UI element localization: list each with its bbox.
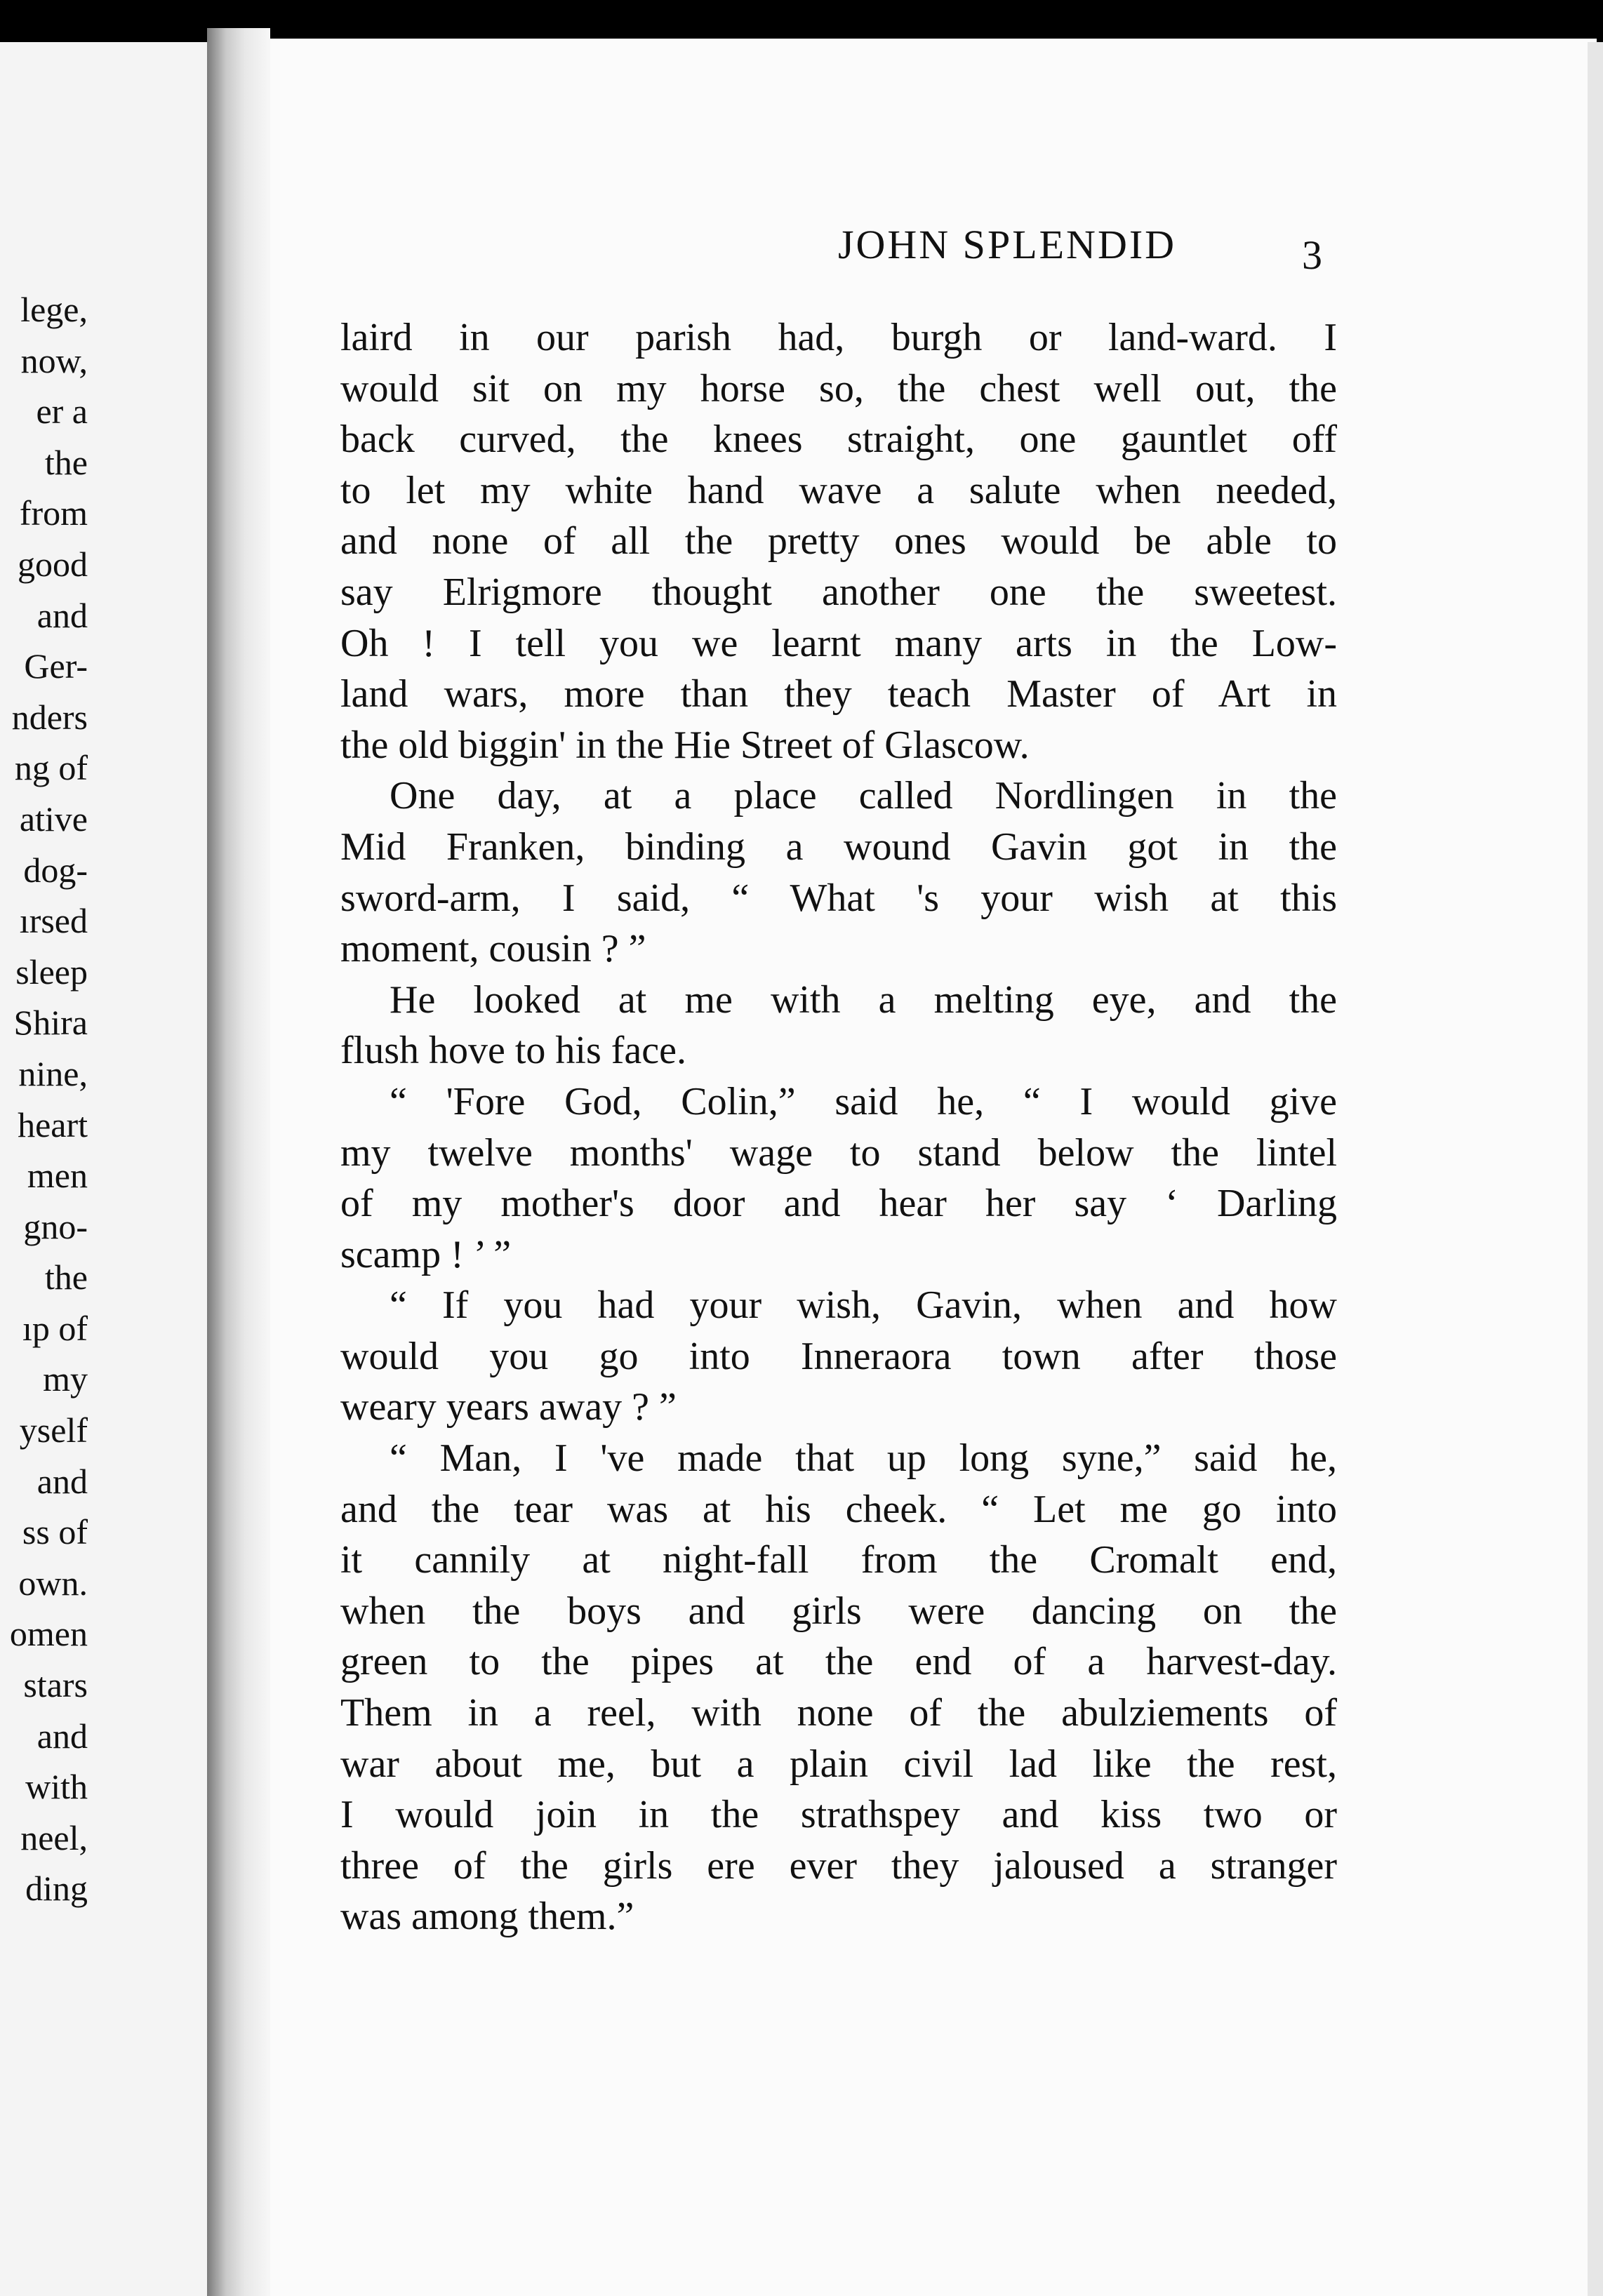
previous-page-fragment: sleep	[15, 952, 88, 992]
previous-page-fragment: and	[36, 595, 88, 635]
page-edge-shadow	[1588, 42, 1603, 2296]
previous-page-fragment: dog-	[23, 850, 88, 890]
text-line: “ 'Fore God, Colin,” said he, “ I would give	[390, 1079, 1337, 1123]
text-line: and the tear was at his cheek. “ Let me go into	[340, 1487, 1337, 1531]
previous-page-fragment: my	[43, 1359, 88, 1399]
text-line: my twelve months' wage to stand below the lintel	[340, 1130, 1337, 1175]
text-line: Oh ! I tell you we learnt many arts in the Low-	[340, 621, 1337, 665]
previous-page-edge	[0, 42, 211, 2296]
previous-page-fragment: heart	[18, 1104, 88, 1144]
previous-page-fragment: own.	[18, 1563, 88, 1603]
previous-page-fragment: er a	[36, 392, 88, 432]
text-line: Mid Franken, binding a wound Gavin got in the	[340, 825, 1337, 869]
previous-page-fragment: with	[25, 1767, 88, 1807]
text-line: Them in a reel, with none of the abulziements of	[340, 1691, 1337, 1735]
previous-page-fragment: the	[44, 1257, 88, 1297]
previous-page-fragment: men	[27, 1156, 88, 1196]
text-line: when the boys and girls were dancing on the	[340, 1589, 1337, 1633]
previous-page-text-fragments	[10, 284, 88, 1914]
text-line: would sit on my horse so, the chest well out, the	[340, 366, 1337, 411]
page-number: 3	[1302, 232, 1322, 278]
previous-page-fragment: ıp of	[22, 1308, 88, 1348]
text-line: moment, cousin ? ”	[340, 927, 646, 971]
text-line: land wars, more than they teach Master of Art in	[340, 672, 1337, 716]
previous-page-fragment: Shira	[13, 1003, 88, 1043]
running-head	[656, 221, 1358, 268]
text-line: of my mother's door and hear her say ‘ Darling	[340, 1182, 1337, 1226]
text-line: say Elrigmore thought another one the sweetest.	[340, 570, 1337, 614]
previous-page-fragment: good	[18, 544, 88, 584]
previous-page-fragment: gno-	[23, 1206, 88, 1246]
text-line: three of the girls ere ever they jaloused a stranger	[340, 1843, 1337, 1888]
text-line: green to the pipes at the end of a harvest-day.	[340, 1640, 1337, 1684]
text-line: back curved, the knees straight, one gauntlet off	[340, 418, 1337, 462]
text-line: to let my white hand wave a salute when needed,	[340, 468, 1337, 512]
previous-page-fragment: stars	[23, 1665, 88, 1705]
previous-page-fragment: ırsed	[19, 901, 88, 941]
text-line: weary years away ? ”	[340, 1385, 677, 1429]
previous-page-fragment: Ger-	[24, 646, 88, 686]
book-page	[270, 39, 1597, 2296]
previous-page-fragment: ative	[19, 799, 88, 839]
text-line: the old biggin' in the Hie Street of Glascow.	[340, 723, 1030, 767]
previous-page-fragment: yself	[19, 1410, 88, 1450]
previous-page-fragment: neel,	[20, 1817, 88, 1857]
text-line: “ If you had your wish, Gavin, when and how	[390, 1283, 1337, 1328]
text-line: laird in our parish had, burgh or land-ward. I	[340, 316, 1337, 359]
text-line: scamp ! ’ ”	[340, 1232, 512, 1276]
text-line: war about me, but a plain civil lad like the rest,	[340, 1742, 1337, 1786]
text-line: One day, at a place called Nordlingen in the	[390, 774, 1337, 818]
text-line: flush hove to his face.	[340, 1029, 686, 1073]
previous-page-fragment: from	[19, 493, 88, 533]
previous-page-fragment: the	[44, 442, 88, 482]
book-gutter	[207, 28, 270, 2296]
previous-page-fragment: lege,	[20, 290, 88, 329]
page-body-text	[340, 312, 1337, 1942]
previous-page-fragment: now,	[20, 340, 88, 380]
previous-page-fragment: nine,	[18, 1053, 88, 1093]
previous-page-fragment: ng of	[14, 748, 88, 788]
previous-page-fragment: omen	[9, 1614, 88, 1654]
text-line: “ Man, I 've made that up long syne,” said he,	[390, 1436, 1337, 1481]
text-line: He looked at me with a melting eye, and the	[390, 977, 1337, 1022]
running-head-title: JOHN SPLENDID	[837, 222, 1177, 267]
previous-page-fragment: and	[36, 1716, 88, 1756]
previous-page-fragment: and	[36, 1461, 88, 1501]
text-line: sword-arm, I said, “ What 's your wish at this	[340, 876, 1337, 920]
text-line: would you go into Inneraora town after those	[340, 1334, 1337, 1378]
previous-page-fragment: ss of	[22, 1512, 88, 1552]
text-line: and none of all the pretty ones would be able to	[340, 519, 1337, 563]
text-line: I would join in the strathspey and kiss two or	[340, 1793, 1337, 1837]
previous-page-fragment: nders	[11, 697, 88, 737]
previous-page-fragment: ding	[25, 1869, 88, 1909]
text-line: it cannily at night-fall from the Cromalt end,	[340, 1538, 1337, 1582]
text-line: was among them.”	[340, 1895, 634, 1939]
